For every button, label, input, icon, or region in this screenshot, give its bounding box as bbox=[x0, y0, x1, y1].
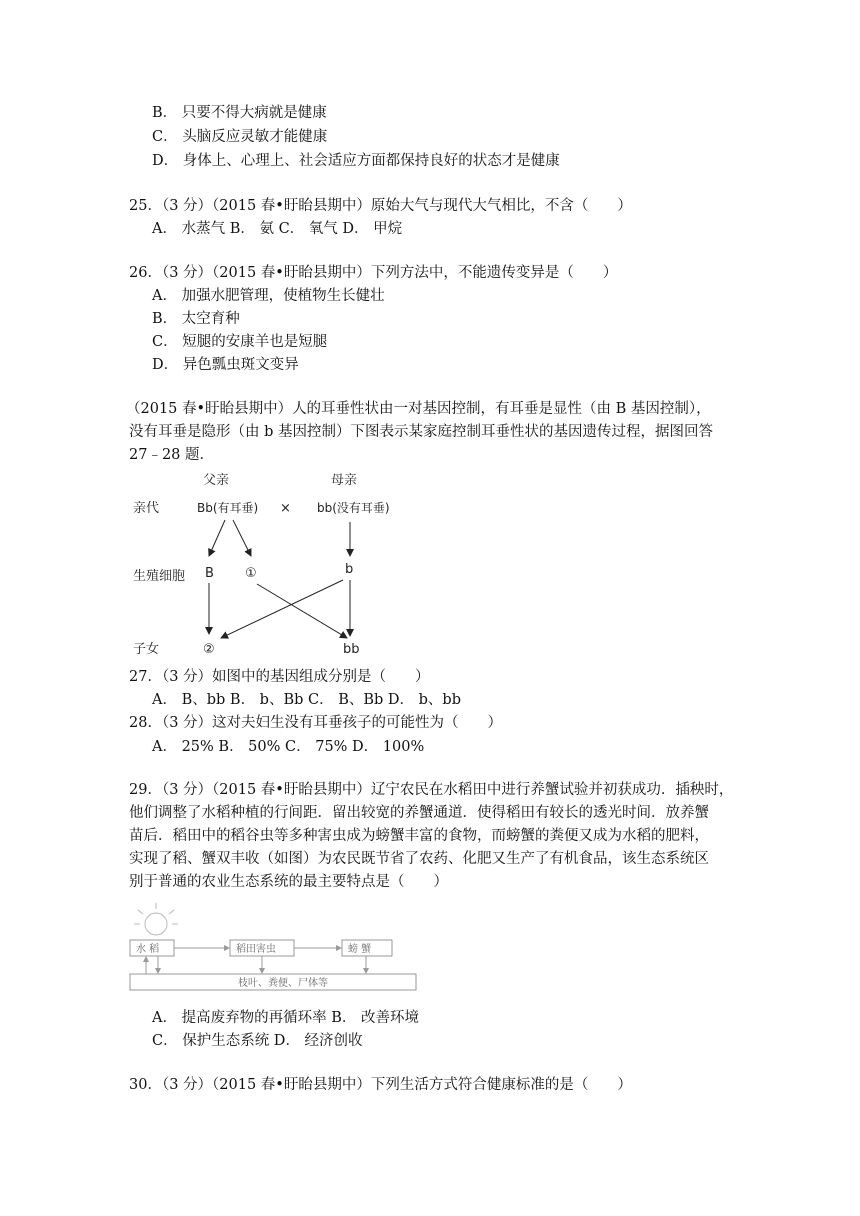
passage-line-2: 没有耳垂是隐形（由 b 基因控制）下图表示某家庭控制耳垂性状的基因遗传过程，据图回答 bbox=[129, 424, 713, 440]
q28-stem: 28．（3 分）这对夫妇生没有耳垂孩子的可能性为（ ） bbox=[129, 715, 503, 731]
arrow-1-to-child-bb bbox=[257, 584, 347, 638]
q27-stem: 27．（3 分）如图中的基因组成分别是（ ） bbox=[129, 669, 430, 685]
q24-option-b: B． 只要不得大病就是健康 bbox=[152, 105, 327, 121]
q24-option-d: D． 身体上、心理上、社会适应方面都保持良好的状态才是健康 bbox=[152, 153, 560, 169]
child-2: ② bbox=[203, 642, 215, 657]
father-label: 父亲 bbox=[203, 473, 230, 488]
box-pests-label: 稻田害虫 bbox=[236, 944, 276, 955]
q24-option-c: C． 头脑反应灵敏才能健康 bbox=[152, 129, 328, 145]
q26-option-a: A． 加强水肥管理，使植物生长健壮 bbox=[152, 288, 385, 304]
father-genotype: Bb(有耳垂) bbox=[197, 501, 259, 515]
q29-line-1: 29．（3 分）（2015 春•盱眙县期中）辽宁农民在水稻田中进行养蟹试验并初获成功．插秧时， bbox=[129, 782, 734, 798]
q29-options-ab: A． 提高废弃物的再循环率 B． 改善环境 bbox=[152, 1010, 419, 1026]
box-rice-label: 水 稻 bbox=[136, 944, 160, 955]
q25-stem: 25．（3 分）（2015 春•盱眙县期中）原始大气与现代大气相比，不含（ ） bbox=[129, 198, 632, 214]
genetics-diagram bbox=[125, 468, 425, 664]
q26-option-c: C． 短腿的安康羊也是短腿 bbox=[152, 334, 328, 350]
q29-line-3: 苗后．稻田中的稻谷虫等多种害虫成为螃蟹丰富的食物，而螃蟹的粪便又成为水稻的肥料， bbox=[129, 828, 709, 844]
q26-option-d: D． 异色瓢虫斑文变异 bbox=[152, 357, 299, 373]
gamete-1: ① bbox=[245, 566, 257, 581]
mother-label: 母亲 bbox=[331, 473, 358, 488]
cross-symbol: × bbox=[280, 501, 291, 516]
gamete-B: B bbox=[205, 566, 214, 581]
passage-line-3: 27﹣28 题． bbox=[129, 447, 215, 463]
arrow-father-to-B bbox=[209, 520, 225, 556]
q29-options-cd: C． 保护生态系统 D． 经济创收 bbox=[152, 1033, 363, 1049]
arrow-b-to-child-2 bbox=[221, 580, 343, 638]
eco-diagram bbox=[126, 900, 426, 996]
q29-line-2: 他们调整了水稻种植的行间距．留出较宽的养蟹通道．使得稻田有较长的透光时间．放养蟹 bbox=[129, 805, 709, 821]
q26-option-b: B． 太空育种 bbox=[152, 311, 240, 327]
q28-options: A． 25% B． 50% C． 75% D． 100% bbox=[152, 739, 425, 755]
q29-line-4: 实现了稻、蟹双丰收（如图）为农民既节省了农药、化肥又生产了有机食品，该生态系统区 bbox=[129, 851, 709, 867]
gamete-b: b bbox=[345, 562, 354, 577]
q25-options: A． 水蒸气 B． 氨 C． 氧气 D． 甲烷 bbox=[152, 221, 403, 237]
box-bottom-label: 枝叶、粪便、尸体等 bbox=[238, 978, 328, 989]
q27-options: A． B、bb B． b、Bb C． B、Bb D． b、bb bbox=[152, 692, 461, 708]
mother-genotype: bb(没有耳垂) bbox=[317, 501, 390, 515]
q30-stem: 30．（3 分）（2015 春•盱眙县期中）下列生活方式符合健康标准的是（ ） bbox=[129, 1077, 632, 1093]
arrow-father-to-1 bbox=[233, 520, 251, 556]
passage-line-1: （2015 春•盱眙县期中）人的耳垂性状由一对基因控制，有耳垂是显性（由 B 基因控制）， bbox=[126, 401, 711, 417]
row-label-parents: 亲代 bbox=[133, 501, 160, 516]
q26-stem: 26．（3 分）（2015 春•盱眙县期中）下列方法中，不能遗传变异是（ ） bbox=[129, 265, 618, 281]
sun-icon bbox=[134, 903, 178, 935]
child-bb: bb bbox=[343, 642, 360, 657]
row-label-children: 子女 bbox=[133, 642, 160, 657]
row-label-gametes: 生殖细胞 bbox=[133, 569, 186, 584]
q29-line-5: 别于普通的农业生态系统的最主要特点是（ ） bbox=[129, 874, 448, 890]
box-crab-label: 螃 蟹 bbox=[348, 944, 372, 955]
